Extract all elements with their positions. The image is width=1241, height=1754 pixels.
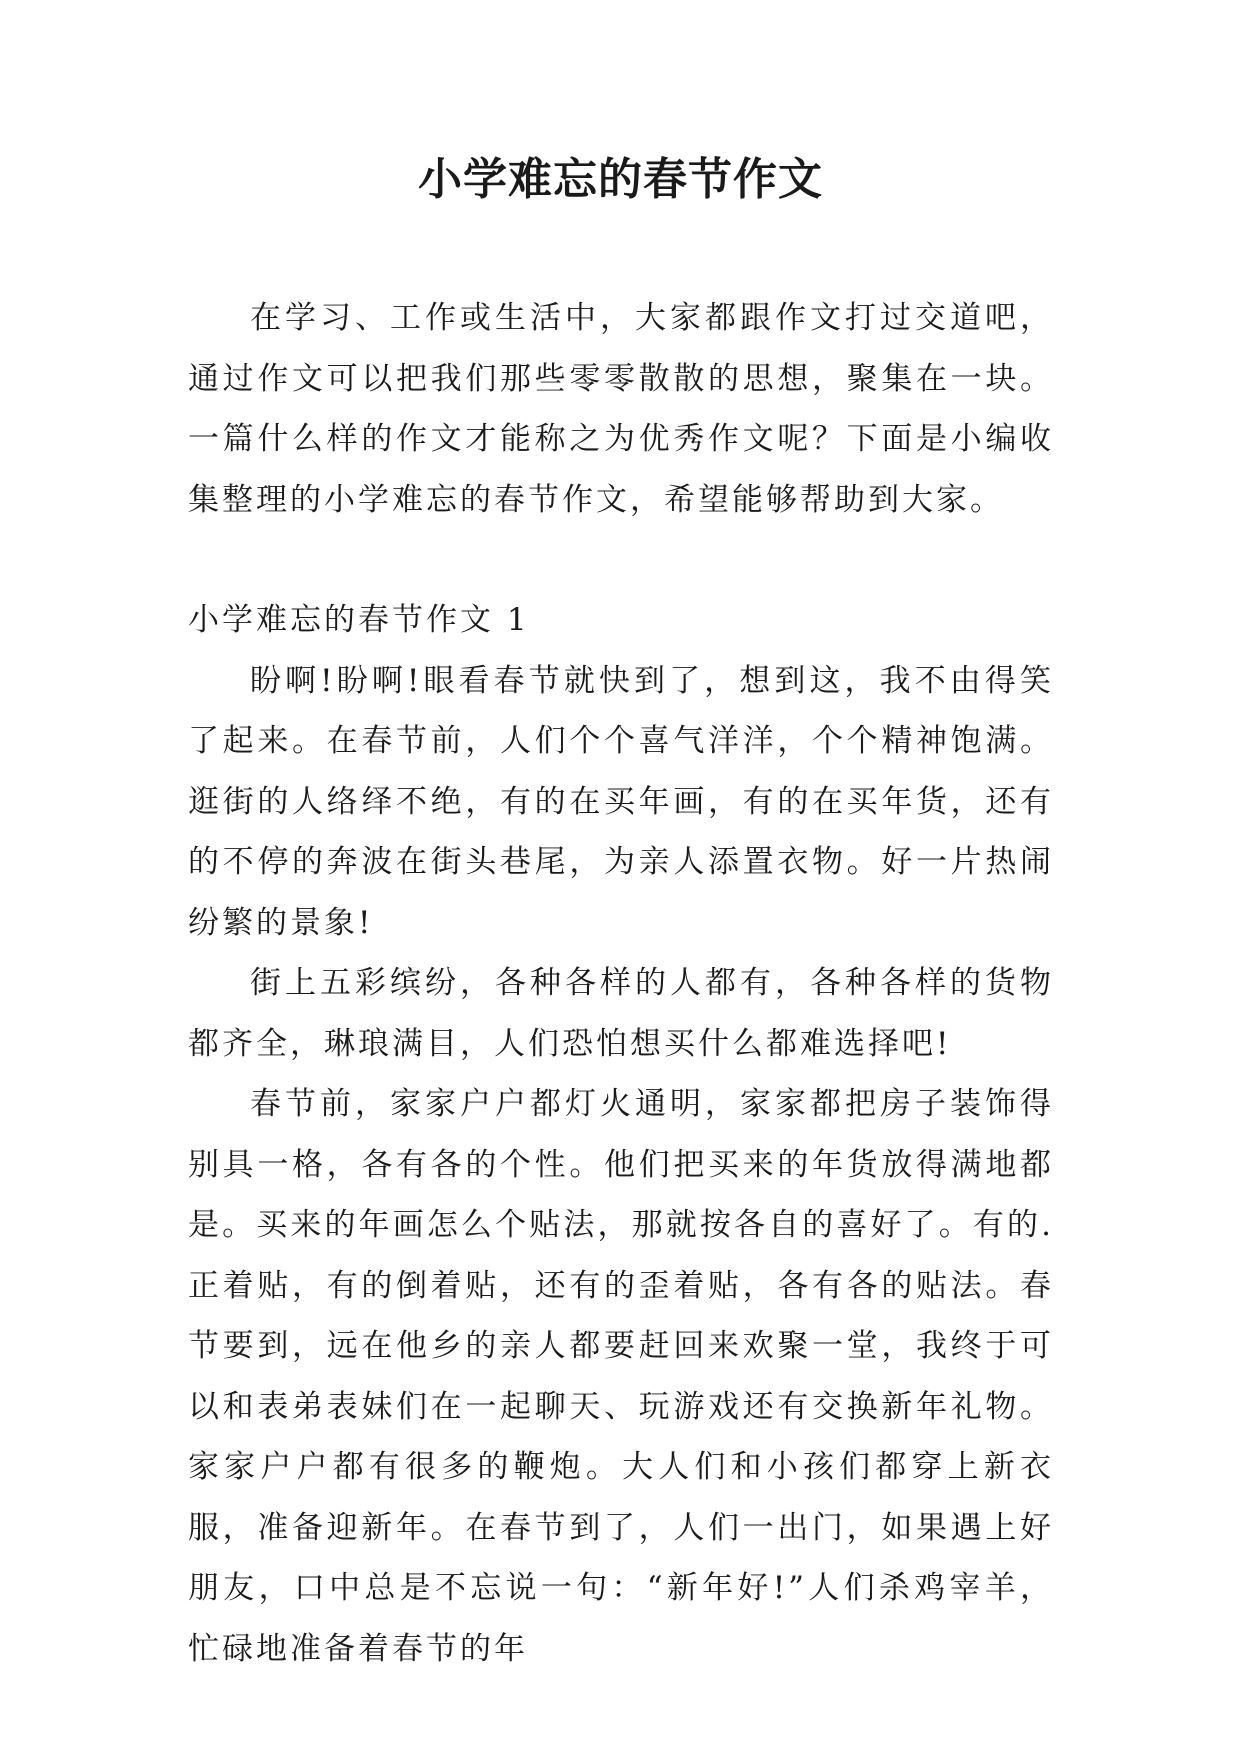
body-paragraph: 盼啊!盼啊!眼看春节就快到了，想到这，我不由得笑了起来。在春节前，人们个个喜气洋洋，个个精神饱满。逛街的人络绎不绝，有的在买年画，有的在买年货，还有的不停的奔波在街头巷尾，为亲人添置衣物。好一片热闹纷繁的景象!: [188, 662, 1054, 941]
intro-paragraph: 在学习、工作或生活中，大家都跟作文打过交道吧，通过作文可以把我们那些零零散散的思想，聚集在一块。一篇什么样的作文才能称之为优秀作文呢？下面是小编收集整理的小学难忘的春节作文，希望能够帮助到大家。: [188, 300, 1054, 518]
page-title: 小学难忘的春节作文: [418, 154, 823, 205]
body-paragraph: 春节前，家家户户都灯火通明，家家都把房子装饰得别具一格，各有各的个性。他们把买来的年货放得满地都是。买来的年画怎么个贴法，那就按各自的喜好了。有的.正着贴，有的倒着贴，还有的歪着贴，各有各的贴法。春节要到，远在他乡的亲人都要赶回来欢聚一堂，我终于可以和表弟表妹们在一起聊天、玩游戏还有交换新年礼物。家家户户都有很多的鞭炮。大人们和小孩们都穿上新衣服，准备迎新年。在春节到了，人们一出门，如果遇上好朋友，口中总是不忘说一句：“新年好!”人们杀鸡宰羊，忙碌地准备着春节的年: [188, 1086, 1054, 1667]
body-paragraph: 街上五彩缤纷，各种各样的人都有，各种各样的货物都齐全，琳琅满目，人们恐怕想买什么都难选择吧!: [188, 965, 1054, 1062]
document-body: [188, 288, 1054, 1679]
section-heading: 小学难忘的春节作文 1: [188, 602, 530, 638]
